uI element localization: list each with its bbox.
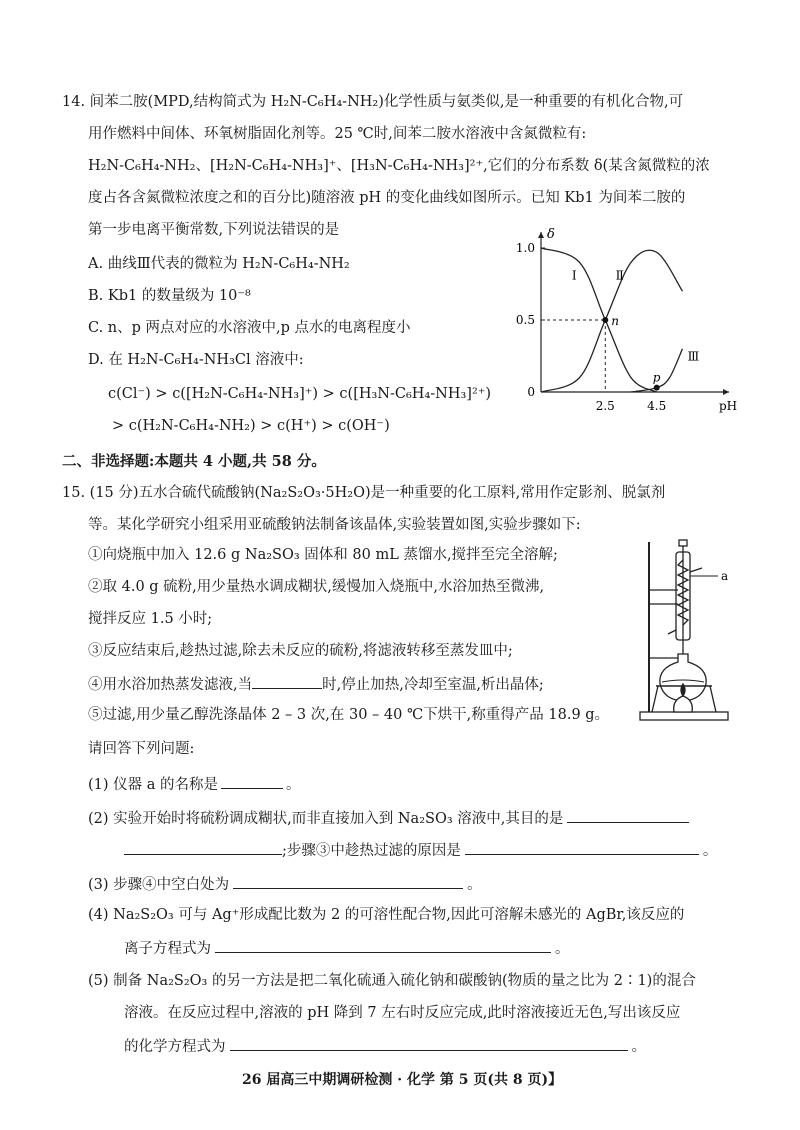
curve-label-3: Ⅲ	[687, 349, 700, 364]
curve-1	[541, 248, 657, 392]
apparatus-diagram	[622, 538, 734, 726]
option-d-inequality-2: > c(H₂N-C₆H₄-NH₂) > c(H⁺) > c(OH⁻)	[112, 418, 390, 434]
part-5-line3	[124, 1035, 646, 1057]
point-p	[654, 385, 660, 391]
point-label-n: n	[611, 314, 620, 328]
part-5-end: 。	[631, 1039, 646, 1055]
part-2-line2	[124, 839, 717, 861]
option-a: A. 曲线Ⅲ代表的微粒为 H₂N-C₆H₄-NH₂	[88, 256, 350, 272]
part-3-end: 。	[467, 877, 482, 893]
step-5: ⑤过滤,用少量乙醇洗涤晶体 2 – 3 次,在 30 – 40 ℃下烘干,称重得产品 18.9 g。	[88, 707, 610, 723]
option-d-inequality-1: c(Cl⁻) > c([H₂N-C₆H₄-NH₃]⁺) > c([H₃N-C₆H₄-NH₃]²⁺)	[108, 386, 492, 402]
part-1-text: (1) 仪器 a 的名称是	[88, 777, 219, 793]
part-2-blank-1a[interactable]	[567, 807, 689, 823]
part-3	[88, 873, 482, 895]
part-5-text-c: 的化学方程式为	[124, 1039, 226, 1055]
part-1-end: 。	[286, 777, 301, 793]
point-n	[602, 317, 608, 323]
part-5-line2: 溶液。在反应过程中,溶液的 pH 降到 7 左右时反应完成,此时溶液接近无色,写出该反应	[124, 1005, 681, 1021]
part-2-blank-1b[interactable]	[124, 839, 282, 855]
curve-label-1: Ⅰ	[571, 268, 577, 283]
part-2-text: (2) 实验开始时将硫粉调成糊状,而非直接加入到 Na₂SO₃ 溶液中,其目的是	[88, 811, 564, 827]
x-tick-label: 4.5	[647, 399, 667, 413]
part-2-blank-2[interactable]	[465, 839, 699, 855]
step-4-blank[interactable]	[252, 673, 322, 689]
distribution-chart	[505, 222, 738, 418]
part-5-blank[interactable]	[230, 1035, 628, 1051]
page-footer: 26 届高三中期调研检测 · 化学 第 5 页(共 8 页)】	[242, 1072, 563, 1088]
y-tick-label: 0	[527, 385, 535, 399]
stand-base	[640, 712, 728, 720]
option-d: D. 在 H₂N-C₆H₄-NH₃Cl 溶液中:	[88, 352, 304, 368]
part-1	[88, 773, 301, 795]
x-tick-label: 2.5	[595, 399, 615, 413]
x-axis-label: pH	[719, 399, 738, 413]
step-2b: 搅拌反应 1.5 小时;	[88, 611, 213, 627]
point-label-p: p	[652, 370, 661, 385]
section-heading: 二、非选择题:本题共 4 小题,共 58 分。	[62, 453, 326, 470]
q15-line1: 15. (15 分)五水合硫代硫酸钠(Na₂S₂O₃·5H₂O)是一种重要的化工原料,常用作定影剂、脱氯剂	[62, 485, 666, 501]
part-1-blank[interactable]	[221, 773, 283, 789]
step-2a: ②取 4.0 g 硫粉,用少量热水调成糊状,缓慢加入烧瓶中,水浴加热至微沸,	[88, 579, 545, 595]
part-4: (4) Na₂S₂O₃ 可与 Ag⁺形成配比数为 2 的可溶性配合物,因此可溶解未感光的 AgBr,该反应的	[88, 907, 685, 923]
part-4-end: 。	[555, 941, 570, 957]
part-2	[88, 807, 689, 829]
part-3-blank[interactable]	[233, 873, 463, 889]
part-2-text-b: ;步骤③中趁热过滤的原因是	[282, 843, 461, 859]
part-5: (5) 制备 Na₂S₂O₃ 的另一方法是把二氧化硫通入硫化钠和碳酸钠(物质的量之比为 2∶1)的混合	[88, 973, 696, 989]
x-axis-arrow	[723, 389, 729, 395]
q14-line4: 度占各含氮微粒浓度之和的百分比)随溶液 pH 的变化曲线如图所示。已知 Kb1 为间苯二胺的	[88, 190, 686, 206]
q14-line2: 用作燃料中间体、环氧树脂固化剂等。25 ℃时,间苯二胺水溶液中含氮微粒有:	[88, 126, 587, 142]
part-2-end: 。	[702, 843, 718, 859]
option-b: B. Kb1 的数量级为 10⁻⁸	[88, 288, 251, 304]
q15-line2: 等。某化学研究小组采用亚硫酸钠法制备该晶体,实验装置如图,实验步骤如下:	[88, 517, 581, 533]
part-3-text: (3) 步骤④中空白处为	[88, 877, 230, 893]
q14-line1: 14. 间苯二胺(MPD,结构简式为 H₂N-C₆H₄-NH₂)化学性质与氨类似,是一种重要的有机化合物,可	[62, 94, 684, 110]
y-tick-label: 1.0	[515, 241, 535, 255]
part-4-blank[interactable]	[215, 937, 551, 953]
q14-line5: 第一步电离平衡常数,下列说法错误的是	[88, 222, 340, 238]
y-tick-label: 0.5	[515, 313, 535, 327]
y-axis-arrow	[538, 232, 544, 238]
option-c: C. n、p 两点对应的水溶液中,p 点水的电离程度小	[88, 320, 411, 336]
step-4	[88, 673, 544, 695]
step-3: ③反应结束后,趁热过滤,除去未反应的硫粉,将滤液转移至蒸发皿中;	[88, 643, 513, 659]
part-4-line2	[124, 937, 570, 959]
prompt: 请回答下列问题:	[88, 741, 195, 757]
step-4-text-b: 时,停止加热,冷却至室温,析出晶体;	[322, 677, 544, 693]
y-axis-label: δ	[547, 227, 555, 242]
part-4-text-b: 离子方程式为	[124, 941, 211, 957]
label-a: a	[721, 569, 729, 583]
q14-line3: H₂N-C₆H₄-NH₂、[H₂N-C₆H₄-NH₃]⁺、[H₃N-C₆H₄-NH₃]²⁺,它们的分布系数 δ(某含氮微粒的浓	[88, 158, 710, 174]
step-4-text-a: ④用水浴加热蒸发滤液,当	[88, 677, 253, 693]
step-1: ①向烧瓶中加入 12.6 g Na₂SO₃ 固体和 80 mL 蒸馏水,搅拌至完全溶解;	[88, 547, 558, 563]
curve-label-2: Ⅱ	[615, 268, 624, 283]
